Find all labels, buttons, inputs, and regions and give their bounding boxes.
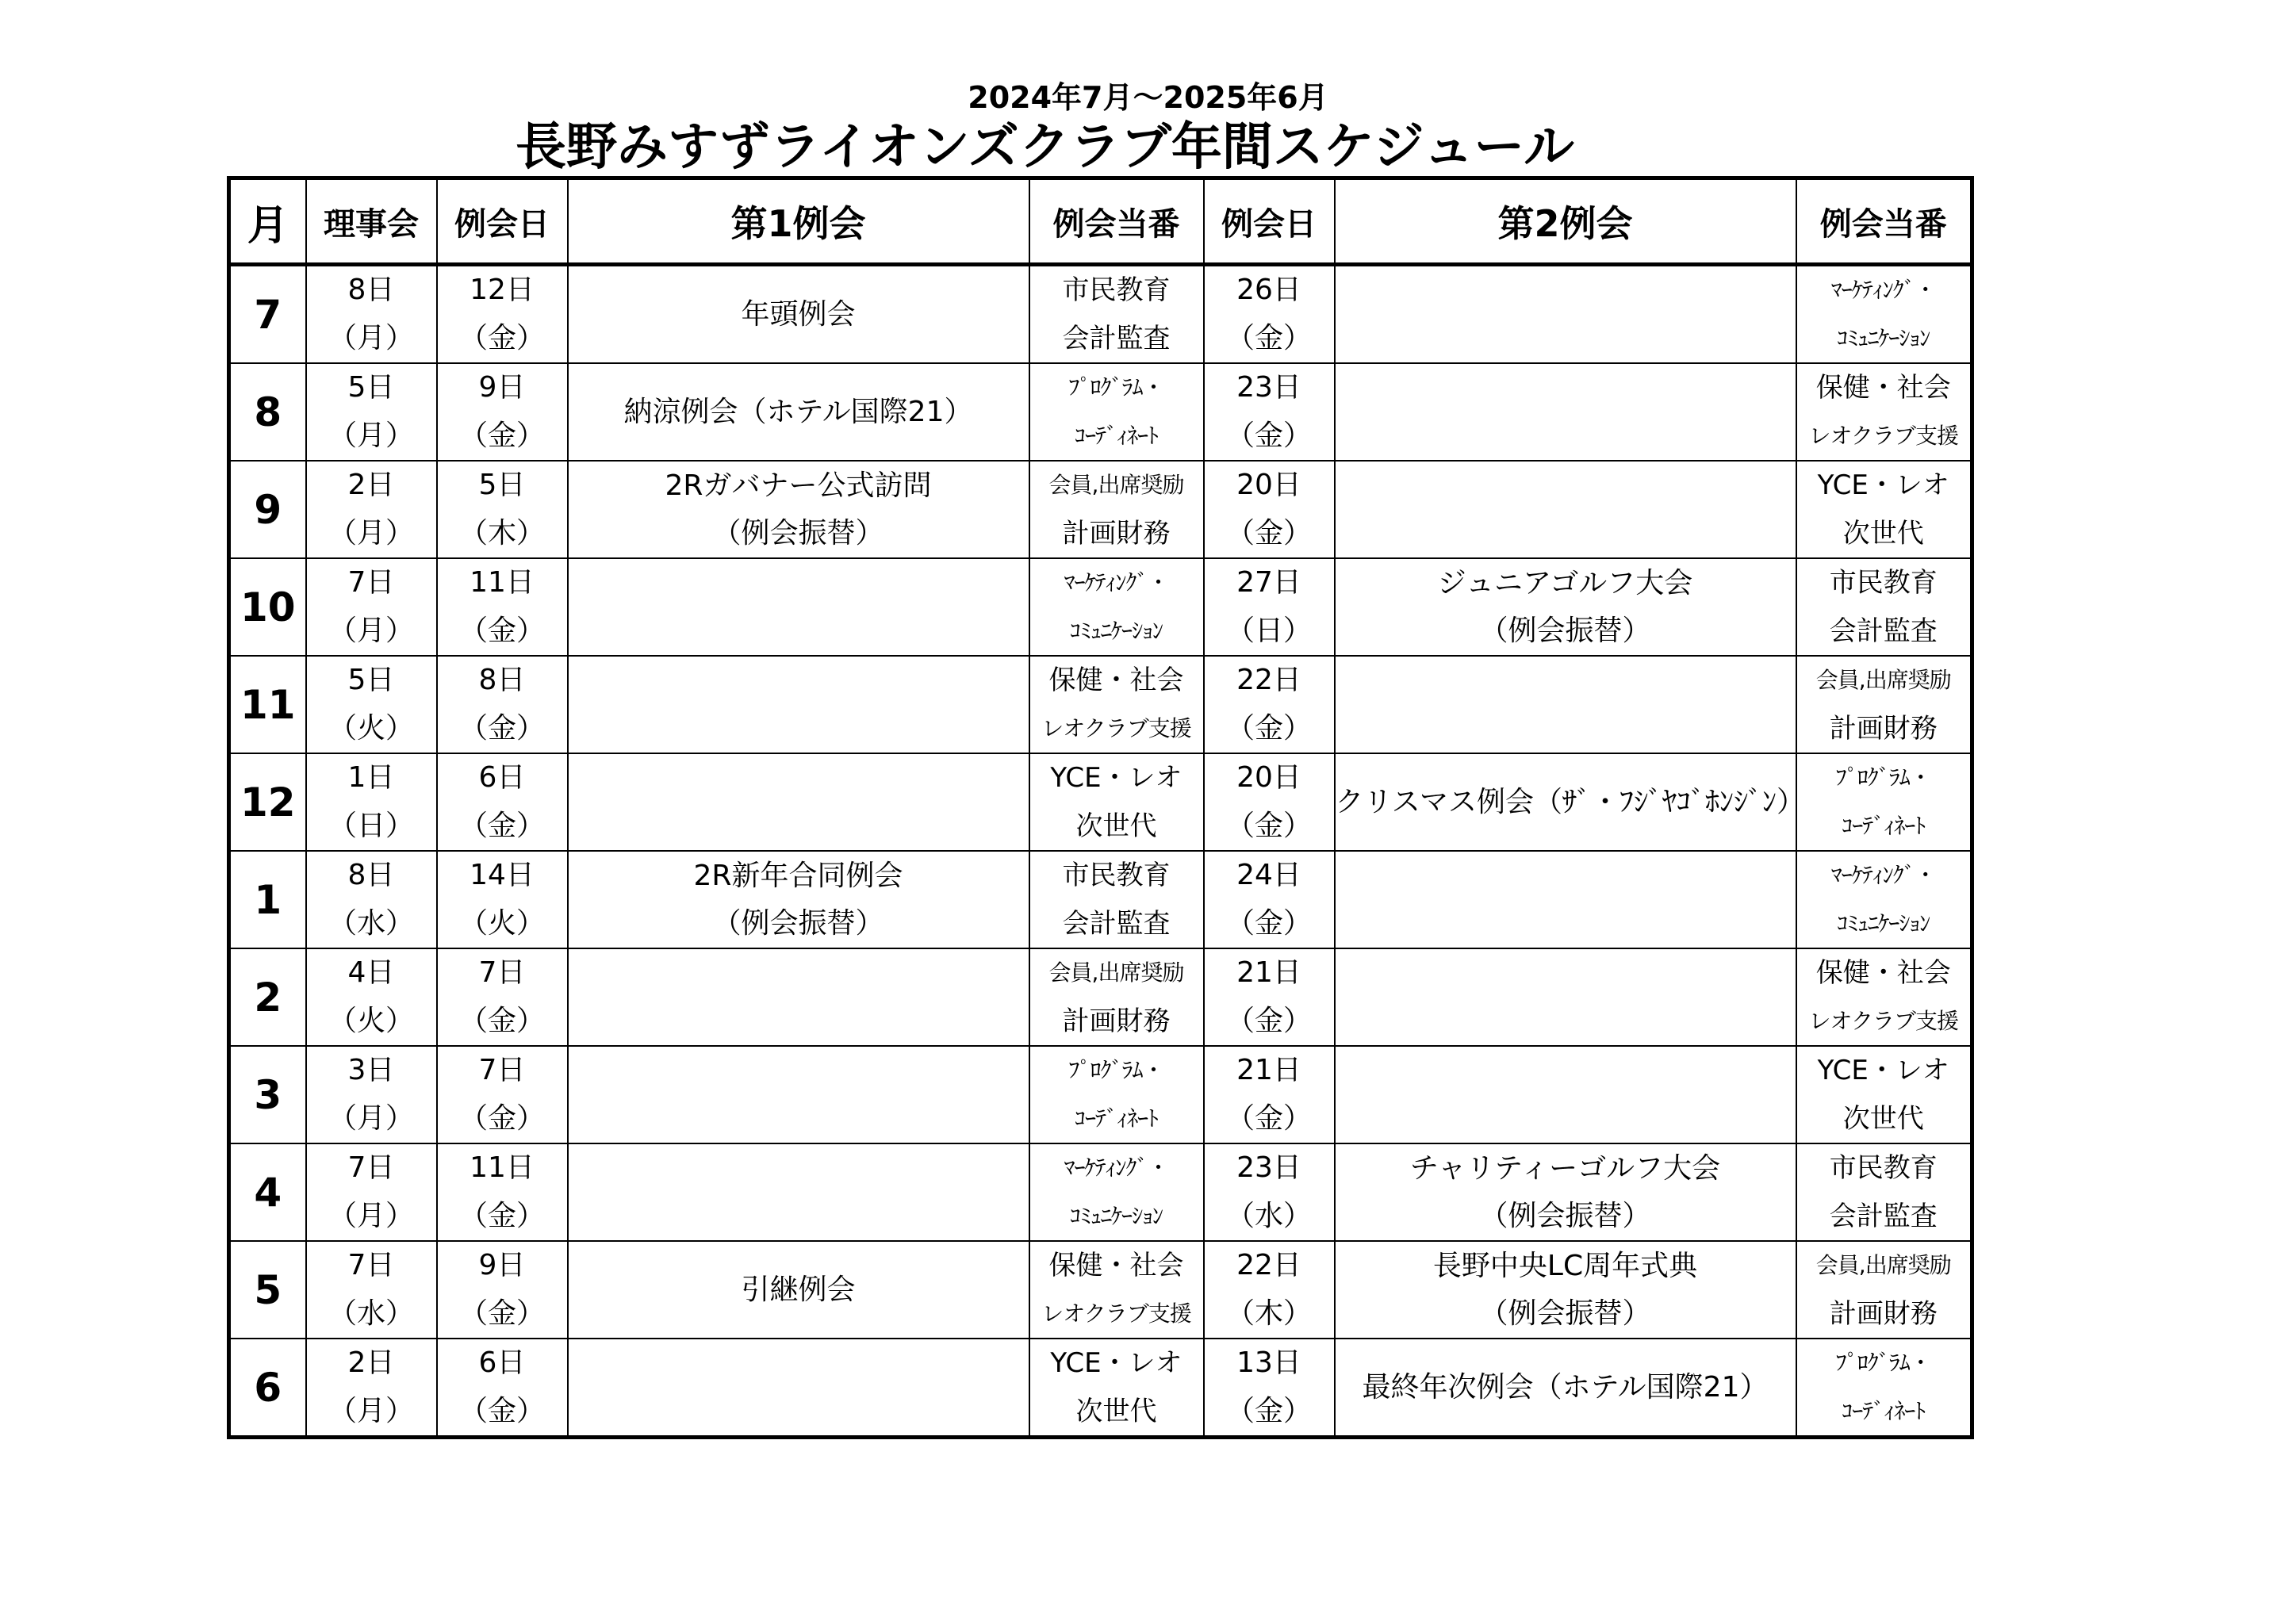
meeting-date-1-line: 9日 (478, 371, 526, 404)
month-cell: 8 (229, 363, 306, 461)
meeting-date-1-line: （金） (458, 711, 545, 745)
second-meeting-event (1335, 1339, 1796, 1438)
duty-2-line: ｺｰﾃﾞｨﾈｰﾄ (1842, 812, 1926, 839)
second-meeting-event (1335, 265, 1796, 364)
meeting-date-2-line: 22日 (1236, 664, 1301, 697)
board-meeting-date (306, 1143, 437, 1241)
board-meeting-date-line: （月） (328, 1101, 414, 1135)
duty-2-line: ﾏｰｹﾃｨﾝｸﾞ・ (1830, 862, 1936, 889)
duty-1 (1029, 1339, 1204, 1438)
meeting-date-1-line: （火） (458, 906, 545, 940)
meeting-date-1 (437, 753, 568, 851)
month-cell: 11 (229, 656, 306, 753)
meeting-date-2 (1204, 753, 1335, 851)
duty-1-line: 会計監査 (1062, 907, 1171, 940)
duty-1 (1029, 1241, 1204, 1339)
duty-1-line: ﾏｰｹﾃｨﾝｸﾞ・ (1064, 569, 1169, 596)
meeting-date-1-line: （金） (458, 419, 545, 452)
duty-1-line: YCE・レオ (1050, 762, 1182, 795)
board-meeting-date-line: （月） (328, 516, 414, 550)
second-meeting-event-line: ジュニアゴルフ大会 (1437, 566, 1693, 599)
duty-1 (1029, 753, 1204, 851)
meeting-date-1-line: （金） (458, 809, 545, 842)
duty-2 (1796, 363, 1972, 461)
duty-1 (1029, 1143, 1204, 1241)
duty-1-line: 保健・社会 (1048, 665, 1184, 697)
board-meeting-date-line: （月） (328, 614, 414, 647)
board-meeting-date-line: （水） (328, 1297, 414, 1330)
second-meeting-event (1335, 753, 1806, 851)
meeting-date-1-line: 7日 (478, 1054, 526, 1087)
board-meeting-date-line: 1日 (347, 761, 395, 795)
meeting-date-1 (437, 1143, 568, 1241)
board-meeting-date (306, 753, 437, 851)
meeting-date-1 (437, 558, 568, 656)
duty-2 (1796, 851, 1972, 948)
duty-2-line: 計画財務 (1829, 712, 1938, 745)
first-meeting-event (568, 363, 1029, 461)
meeting-date-2 (1204, 363, 1335, 461)
second-meeting-event-line: 最終年次例会（ホテル国際21） (1362, 1370, 1769, 1404)
duty-2 (1796, 1241, 1972, 1339)
month-cell: 2 (229, 948, 306, 1046)
duty-2-line: ｺﾐｭﾆｹｰｼｮﾝ (1837, 910, 1930, 936)
duty-1-line: ｺﾐｭﾆｹｰｼｮﾝ (1069, 1202, 1163, 1229)
first-meeting-event (568, 265, 1029, 364)
duty-2-line: ｺﾐｭﾆｹｰｼｮﾝ (1837, 324, 1930, 351)
table-row (229, 851, 1972, 948)
table-row (229, 656, 1972, 753)
duty-1-line: 市民教育 (1062, 274, 1171, 307)
table-row (229, 558, 1972, 656)
duty-1 (1029, 948, 1204, 1046)
month-cell: 4 (229, 1143, 306, 1241)
board-meeting-date-line: 2日 (347, 1346, 395, 1380)
duty-2-line: 計画財務 (1829, 1297, 1938, 1330)
meeting-date-2 (1204, 558, 1335, 656)
meeting-date-2-line: （金） (1225, 906, 1312, 940)
meeting-date-2 (1204, 265, 1335, 364)
board-meeting-date-line: （火） (328, 1004, 414, 1037)
duty-1 (1029, 1046, 1204, 1143)
meeting-date-2-line: （金） (1225, 711, 1312, 745)
duty-2-line: 会計監査 (1829, 1200, 1938, 1232)
board-meeting-date (306, 363, 437, 461)
duty-2-line: 市民教育 (1829, 1152, 1938, 1185)
meeting-date-1-line: （金） (458, 1101, 545, 1135)
second-meeting-event-line: （例会振替） (1479, 1199, 1651, 1232)
duty-1-line: 計画財務 (1062, 1005, 1171, 1037)
table-row (229, 265, 1972, 364)
second-meeting-event (1335, 1241, 1796, 1339)
first-meeting-event (568, 1241, 1029, 1339)
meeting-date-2-line: 20日 (1236, 469, 1301, 502)
first-meeting-event (568, 1046, 1029, 1143)
table-row (229, 1339, 1972, 1438)
table-row (229, 753, 1972, 851)
meeting-date-2-line: 23日 (1236, 1151, 1301, 1185)
page-title: 長野みすずライオンズクラブ年間スケジュール (515, 118, 1575, 177)
duty-1-line: 次世代 (1075, 1395, 1157, 1427)
duty-2 (1796, 1339, 1972, 1438)
board-meeting-date (306, 461, 437, 558)
meeting-date-1-line: 9日 (478, 1249, 526, 1282)
header-board-meeting: 理事会 (306, 178, 437, 265)
duty-1 (1029, 461, 1204, 558)
header-meeting-date-2: 例会日 (1204, 178, 1335, 265)
board-meeting-date (306, 851, 437, 948)
meeting-date-1-line: 11日 (470, 1151, 535, 1185)
board-meeting-date-line: （月） (328, 419, 414, 452)
board-meeting-date-line: （水） (328, 906, 414, 940)
meeting-date-1 (437, 461, 568, 558)
duty-2-line: 保健・社会 (1815, 372, 1951, 404)
duty-1-line: 次世代 (1075, 810, 1157, 842)
board-meeting-date-line: 7日 (347, 1249, 395, 1282)
first-meeting-event (568, 948, 1029, 1046)
meeting-date-2-line: 27日 (1236, 566, 1301, 599)
second-meeting-event (1335, 1046, 1796, 1143)
meeting-date-1 (437, 1241, 568, 1339)
month-cell: 1 (229, 851, 306, 948)
meeting-date-1 (437, 1339, 568, 1438)
table-row (229, 363, 1972, 461)
header-duty-1: 例会当番 (1029, 178, 1204, 265)
second-meeting-event (1335, 558, 1796, 656)
month-cell: 9 (229, 461, 306, 558)
duty-2-line: 市民教育 (1829, 567, 1938, 599)
meeting-date-1-line: 7日 (478, 956, 526, 990)
duty-2 (1796, 753, 1972, 851)
meeting-date-1 (437, 265, 568, 364)
duty-2-line: 次世代 (1842, 517, 1924, 550)
header-month: 月 (229, 178, 306, 265)
month-cell: 3 (229, 1046, 306, 1143)
meeting-date-2-line: 24日 (1236, 859, 1301, 892)
meeting-date-2 (1204, 461, 1335, 558)
first-meeting-event-line: 引継例会 (741, 1273, 856, 1306)
duty-2-line: 次世代 (1842, 1102, 1924, 1135)
meeting-date-2-line: （水） (1225, 1199, 1312, 1232)
meeting-date-2 (1204, 1339, 1335, 1438)
second-meeting-event (1335, 1143, 1796, 1241)
duty-2-line: YCE・レオ (1817, 469, 1949, 502)
duty-1-line: レオクラブ支援 (1041, 1300, 1191, 1327)
month-cell: 12 (229, 753, 306, 851)
duty-1 (1029, 265, 1204, 364)
board-meeting-date-line: 2日 (347, 469, 395, 502)
duty-2 (1796, 656, 1972, 753)
second-meeting-event-line: （例会振替） (1479, 1297, 1651, 1330)
meeting-date-2 (1204, 948, 1335, 1046)
duty-2 (1796, 461, 1972, 558)
meeting-date-2 (1204, 1143, 1335, 1241)
meeting-date-1-line: （金） (458, 614, 545, 647)
duty-1-line: 会員,出席奨励 (1048, 472, 1184, 499)
table-row (229, 1143, 1972, 1241)
board-meeting-date (306, 1046, 437, 1143)
board-meeting-date-line: 5日 (347, 371, 395, 404)
duty-2 (1796, 558, 1972, 656)
board-meeting-date-line: 5日 (347, 664, 395, 697)
duty-1 (1029, 851, 1204, 948)
second-meeting-event (1335, 363, 1796, 461)
board-meeting-date-line: （月） (328, 1199, 414, 1232)
meeting-date-1 (437, 851, 568, 948)
meeting-date-1 (437, 656, 568, 753)
meeting-date-2-line: 21日 (1236, 1054, 1301, 1087)
board-meeting-date-line: （火） (328, 711, 414, 745)
meeting-date-2-line: （金） (1225, 516, 1312, 550)
meeting-date-1-line: 14日 (470, 859, 535, 892)
board-meeting-date (306, 948, 437, 1046)
duty-1-line: ｺﾐｭﾆｹｰｼｮﾝ (1069, 617, 1163, 644)
meeting-date-2-line: （金） (1225, 321, 1312, 354)
duty-2 (1796, 265, 1972, 364)
month-cell: 5 (229, 1241, 306, 1339)
meeting-date-2-line: （金） (1225, 1004, 1312, 1037)
first-meeting-event-line: 2R新年合同例会 (693, 859, 903, 892)
duty-2-line: レオクラブ支援 (1808, 422, 1958, 449)
second-meeting-event-line: （例会振替） (1479, 614, 1651, 647)
duty-2-line: 保健・社会 (1815, 957, 1951, 990)
first-meeting-event-line: （例会振替） (712, 516, 884, 550)
duty-1-line: 計画財務 (1062, 517, 1171, 550)
meeting-date-2 (1204, 1046, 1335, 1143)
header-second-meeting: 第2例会 (1335, 178, 1796, 265)
month-cell: 10 (229, 558, 306, 656)
duty-1-line: ｺｰﾃﾞｨﾈｰﾄ (1074, 422, 1158, 449)
meeting-date-2 (1204, 656, 1335, 753)
meeting-date-2-line: （日） (1225, 614, 1312, 647)
board-meeting-date-line: 8日 (347, 274, 395, 307)
meeting-date-2-line: 13日 (1236, 1346, 1301, 1380)
meeting-date-2-line: （金） (1225, 1394, 1312, 1427)
board-meeting-date (306, 265, 437, 364)
meeting-date-1-line: （金） (458, 1297, 545, 1330)
meeting-date-1 (437, 363, 568, 461)
board-meeting-date-line: （月） (328, 1394, 414, 1427)
duty-1 (1029, 363, 1204, 461)
meeting-date-1-line: （金） (458, 1004, 545, 1037)
meeting-date-2-line: 22日 (1236, 1249, 1301, 1282)
duty-1-line: ﾌﾟﾛｸﾞﾗﾑ・ (1068, 374, 1164, 401)
month-cell: 6 (229, 1339, 306, 1438)
first-meeting-event (568, 753, 1029, 851)
duty-2-line: ﾌﾟﾛｸﾞﾗﾑ・ (1835, 1350, 1931, 1377)
schedule-period: 2024年7月～2025年6月 (968, 80, 1328, 115)
meeting-date-2-line: 23日 (1236, 371, 1301, 404)
duty-2-line: 会員,出席奨励 (1815, 1252, 1951, 1279)
meeting-date-1-line: 8日 (478, 664, 526, 697)
first-meeting-event (568, 851, 1029, 948)
meeting-date-1-line: （金） (458, 1394, 545, 1427)
first-meeting-event (568, 461, 1029, 558)
duty-2-line: ｺｰﾃﾞｨﾈｰﾄ (1842, 1397, 1926, 1424)
first-meeting-event (568, 1339, 1029, 1438)
duty-2-line: YCE・レオ (1817, 1055, 1949, 1087)
duty-1-line: ﾌﾟﾛｸﾞﾗﾑ・ (1068, 1057, 1164, 1084)
board-meeting-date-line: 7日 (347, 1151, 395, 1185)
board-meeting-date-line: 3日 (347, 1054, 395, 1087)
duty-1-line: YCE・レオ (1050, 1347, 1182, 1380)
table-row (229, 461, 1972, 558)
duty-1-line: レオクラブ支援 (1041, 714, 1191, 741)
second-meeting-event-line: 長野中央LC周年式典 (1432, 1249, 1698, 1282)
first-meeting-event-line: 納涼例会（ホテル国際21） (623, 395, 973, 428)
second-meeting-event (1335, 851, 1796, 948)
meeting-date-1-line: （木） (458, 516, 545, 550)
board-meeting-date-line: （日） (328, 809, 414, 842)
duty-2 (1796, 948, 1972, 1046)
board-meeting-date-line: 7日 (347, 566, 395, 599)
meeting-date-2-line: （金） (1225, 809, 1312, 842)
duty-1-line: 会員,出席奨励 (1048, 959, 1184, 986)
meeting-date-1-line: （金） (458, 321, 545, 354)
second-meeting-event-line: クリスマス例会（ｻﾞ・ﾌｼﾞﾔｺﾞﾎﾝｼﾞﾝ） (1335, 785, 1806, 818)
duty-1-line: ﾏｰｹﾃｨﾝｸﾞ・ (1064, 1155, 1169, 1182)
second-meeting-event (1335, 461, 1796, 558)
board-meeting-date (306, 558, 437, 656)
first-meeting-event-line: 2Rガバナー公式訪問 (665, 469, 932, 502)
duty-2-line: レオクラブ支援 (1808, 1007, 1958, 1034)
first-meeting-event-line: 年頭例会 (741, 297, 856, 331)
first-meeting-event (568, 656, 1029, 753)
meeting-date-1-line: （金） (458, 1199, 545, 1232)
second-meeting-event-line: チャリティーゴルフ大会 (1409, 1151, 1721, 1185)
table-row (229, 1241, 1972, 1339)
meeting-date-1-line: 6日 (478, 1346, 526, 1380)
meeting-date-1-line: 11日 (470, 566, 535, 599)
meeting-date-2-line: （金） (1225, 1101, 1312, 1135)
duty-1-line: ｺｰﾃﾞｨﾈｰﾄ (1074, 1105, 1158, 1132)
meeting-date-2-line: 26日 (1236, 274, 1301, 307)
second-meeting-event (1335, 948, 1796, 1046)
meeting-date-1 (437, 1046, 568, 1143)
table-row (229, 1046, 1972, 1143)
meeting-date-1-line: 6日 (478, 761, 526, 795)
duty-2-line: 会計監査 (1829, 615, 1938, 647)
header-meeting-date-1: 例会日 (437, 178, 568, 265)
duty-1 (1029, 558, 1204, 656)
board-meeting-date-line: 8日 (347, 859, 395, 892)
duty-2-line: ﾌﾟﾛｸﾞﾗﾑ・ (1835, 764, 1931, 791)
board-meeting-date (306, 656, 437, 753)
meeting-date-2 (1204, 851, 1335, 948)
first-meeting-event-line: （例会振替） (712, 906, 884, 940)
meeting-date-2-line: 21日 (1236, 956, 1301, 990)
meeting-date-1 (437, 948, 568, 1046)
duty-2-line: ﾏｰｹﾃｨﾝｸﾞ・ (1830, 277, 1936, 304)
board-meeting-date (306, 1339, 437, 1438)
annual-schedule-table (227, 176, 1974, 1439)
first-meeting-event (568, 558, 1029, 656)
board-meeting-date-line: 4日 (347, 956, 395, 990)
meeting-date-2 (1204, 1241, 1335, 1339)
duty-2 (1796, 1046, 1972, 1143)
meeting-date-2-line: 20日 (1236, 761, 1301, 795)
meeting-date-1-line: 12日 (470, 274, 535, 307)
first-meeting-event (568, 1143, 1029, 1241)
duty-1-line: 会計監査 (1062, 322, 1171, 354)
duty-1-line: 保健・社会 (1048, 1250, 1184, 1282)
header-first-meeting: 第1例会 (568, 178, 1029, 265)
meeting-date-1-line: 5日 (478, 469, 526, 502)
duty-2 (1796, 1143, 1972, 1241)
month-cell: 7 (229, 265, 306, 364)
duty-2-line: 会員,出席奨励 (1815, 667, 1951, 694)
board-meeting-date (306, 1241, 437, 1339)
meeting-date-2-line: （金） (1225, 419, 1312, 452)
second-meeting-event (1335, 656, 1796, 753)
table-row (229, 948, 1972, 1046)
board-meeting-date-line: （月） (328, 321, 414, 354)
header-duty-2: 例会当番 (1796, 178, 1972, 265)
duty-1-line: 市民教育 (1062, 860, 1171, 892)
meeting-date-2-line: （木） (1225, 1297, 1312, 1330)
table-header-row (229, 178, 1972, 265)
duty-1 (1029, 656, 1204, 753)
